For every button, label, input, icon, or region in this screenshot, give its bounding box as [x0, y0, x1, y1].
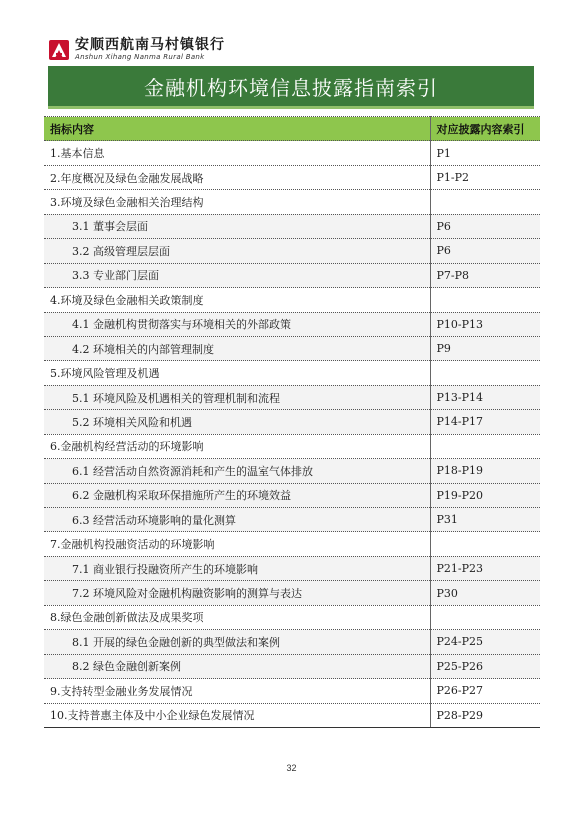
index-page-ref: P26-P27: [430, 679, 540, 703]
table-row: [44, 336, 540, 360]
table-row: [44, 508, 540, 532]
index-item: 8.绿色金融创新做法及成果奖项: [44, 605, 430, 629]
index-item: 9.支持转型金融业务发展情况: [44, 679, 430, 703]
table-row: [44, 312, 540, 336]
table-row: [44, 263, 540, 287]
index-item: 6.金融机构经营活动的环境影响: [44, 434, 430, 458]
section-title-banner: [48, 66, 534, 109]
index-item: 3.2 高级管理层层面: [44, 239, 430, 263]
table-row: [44, 459, 540, 483]
index-page-ref: P31: [430, 508, 540, 532]
index-page-ref: [430, 605, 540, 629]
index-page-ref: P28-P29: [430, 703, 540, 727]
index-item: 8.2 绿色金融创新案例: [44, 654, 430, 678]
index-item: 3.环境及绿色金融相关治理结构: [44, 190, 430, 214]
column-header-page: 对应披露内容索引: [430, 117, 540, 141]
index-page-ref: P30: [430, 581, 540, 605]
index-item: 5.1 环境风险及机遇相关的管理机制和流程: [44, 385, 430, 409]
index-page-ref: [430, 190, 540, 214]
index-page-ref: P7-P8: [430, 263, 540, 287]
disclosure-index-table: [44, 116, 540, 728]
table-row: [44, 385, 540, 409]
index-page-ref: P10-P13: [430, 312, 540, 336]
index-item: 4.环境及绿色金融相关政策制度: [44, 288, 430, 312]
table-row: [44, 214, 540, 238]
index-page-ref: P19-P20: [430, 483, 540, 507]
column-header-item: 指标内容: [44, 117, 430, 141]
table-header-row: [44, 117, 540, 141]
table-row: [44, 434, 540, 458]
bank-name-cn: 安顺西航南马村镇银行: [75, 37, 225, 53]
index-item: 6.1 经营活动自然资源消耗和产生的温室气体排放: [44, 459, 430, 483]
index-item: 7.1 商业银行投融资所产生的环境影响: [44, 556, 430, 580]
table-row: [44, 239, 540, 263]
bank-name-en: Anshun Xihang Nanma Rural Bank: [75, 53, 205, 61]
table-row: [44, 605, 540, 629]
table-row: [44, 556, 540, 580]
index-item: 7.金融机构投融资活动的环境影响: [44, 532, 430, 556]
index-item: 10.支持普惠主体及中小企业绿色发展情况: [44, 703, 430, 727]
table-row: [44, 581, 540, 605]
index-page-ref: P6: [430, 239, 540, 263]
index-item: 5.环境风险管理及机遇: [44, 361, 430, 385]
index-item: 4.2 环境相关的内部管理制度: [44, 336, 430, 360]
table-row: [44, 532, 540, 556]
index-page-ref: P21-P23: [430, 556, 540, 580]
table-row: [44, 679, 540, 703]
index-page-ref: P25-P26: [430, 654, 540, 678]
index-page-ref: P18-P19: [430, 459, 540, 483]
index-page-ref: P6: [430, 214, 540, 238]
table-row: [44, 410, 540, 434]
index-page-ref: P1-P2: [430, 165, 540, 189]
index-item: 6.2 金融机构采取环保措施所产生的环境效益: [44, 483, 430, 507]
index-page-ref: P13-P14: [430, 385, 540, 409]
index-page-ref: [430, 361, 540, 385]
index-page-ref: P1: [430, 141, 540, 165]
index-item: 3.1 董事会层面: [44, 214, 430, 238]
index-page-ref: [430, 288, 540, 312]
index-item: 6.3 经营活动环境影响的量化测算: [44, 508, 430, 532]
index-page-ref: [430, 532, 540, 556]
bank-name: [75, 38, 225, 62]
index-item: 3.3 专业部门层面: [44, 263, 430, 287]
bank-logo-icon: [48, 39, 70, 61]
table-row: [44, 165, 540, 189]
table-row: [44, 288, 540, 312]
index-page-ref: P9: [430, 336, 540, 360]
bank-logo: [48, 38, 225, 62]
index-page-ref: P14-P17: [430, 410, 540, 434]
table-row: [44, 483, 540, 507]
table-row: [44, 654, 540, 678]
table-row: [44, 141, 540, 165]
index-item: 4.1 金融机构贯彻落实与环境相关的外部政策: [44, 312, 430, 336]
table-row: [44, 361, 540, 385]
table-row: [44, 703, 540, 727]
index-item: 2.年度概况及绿色金融发展战略: [44, 165, 430, 189]
index-item: 7.2 环境风险对金融机构融资影响的测算与表达: [44, 581, 430, 605]
table-row: [44, 630, 540, 654]
section-title: 金融机构环境信息披露指南索引: [144, 75, 438, 100]
index-item: 5.2 环境相关风险和机遇: [44, 410, 430, 434]
index-item: 8.1 开展的绿色金融创新的典型做法和案例: [44, 630, 430, 654]
index-page-ref: P24-P25: [430, 630, 540, 654]
index-item: 1.基本信息: [44, 141, 430, 165]
table-body: [44, 141, 540, 728]
page-number: 32: [286, 763, 297, 773]
table-row: [44, 190, 540, 214]
index-page-ref: [430, 434, 540, 458]
